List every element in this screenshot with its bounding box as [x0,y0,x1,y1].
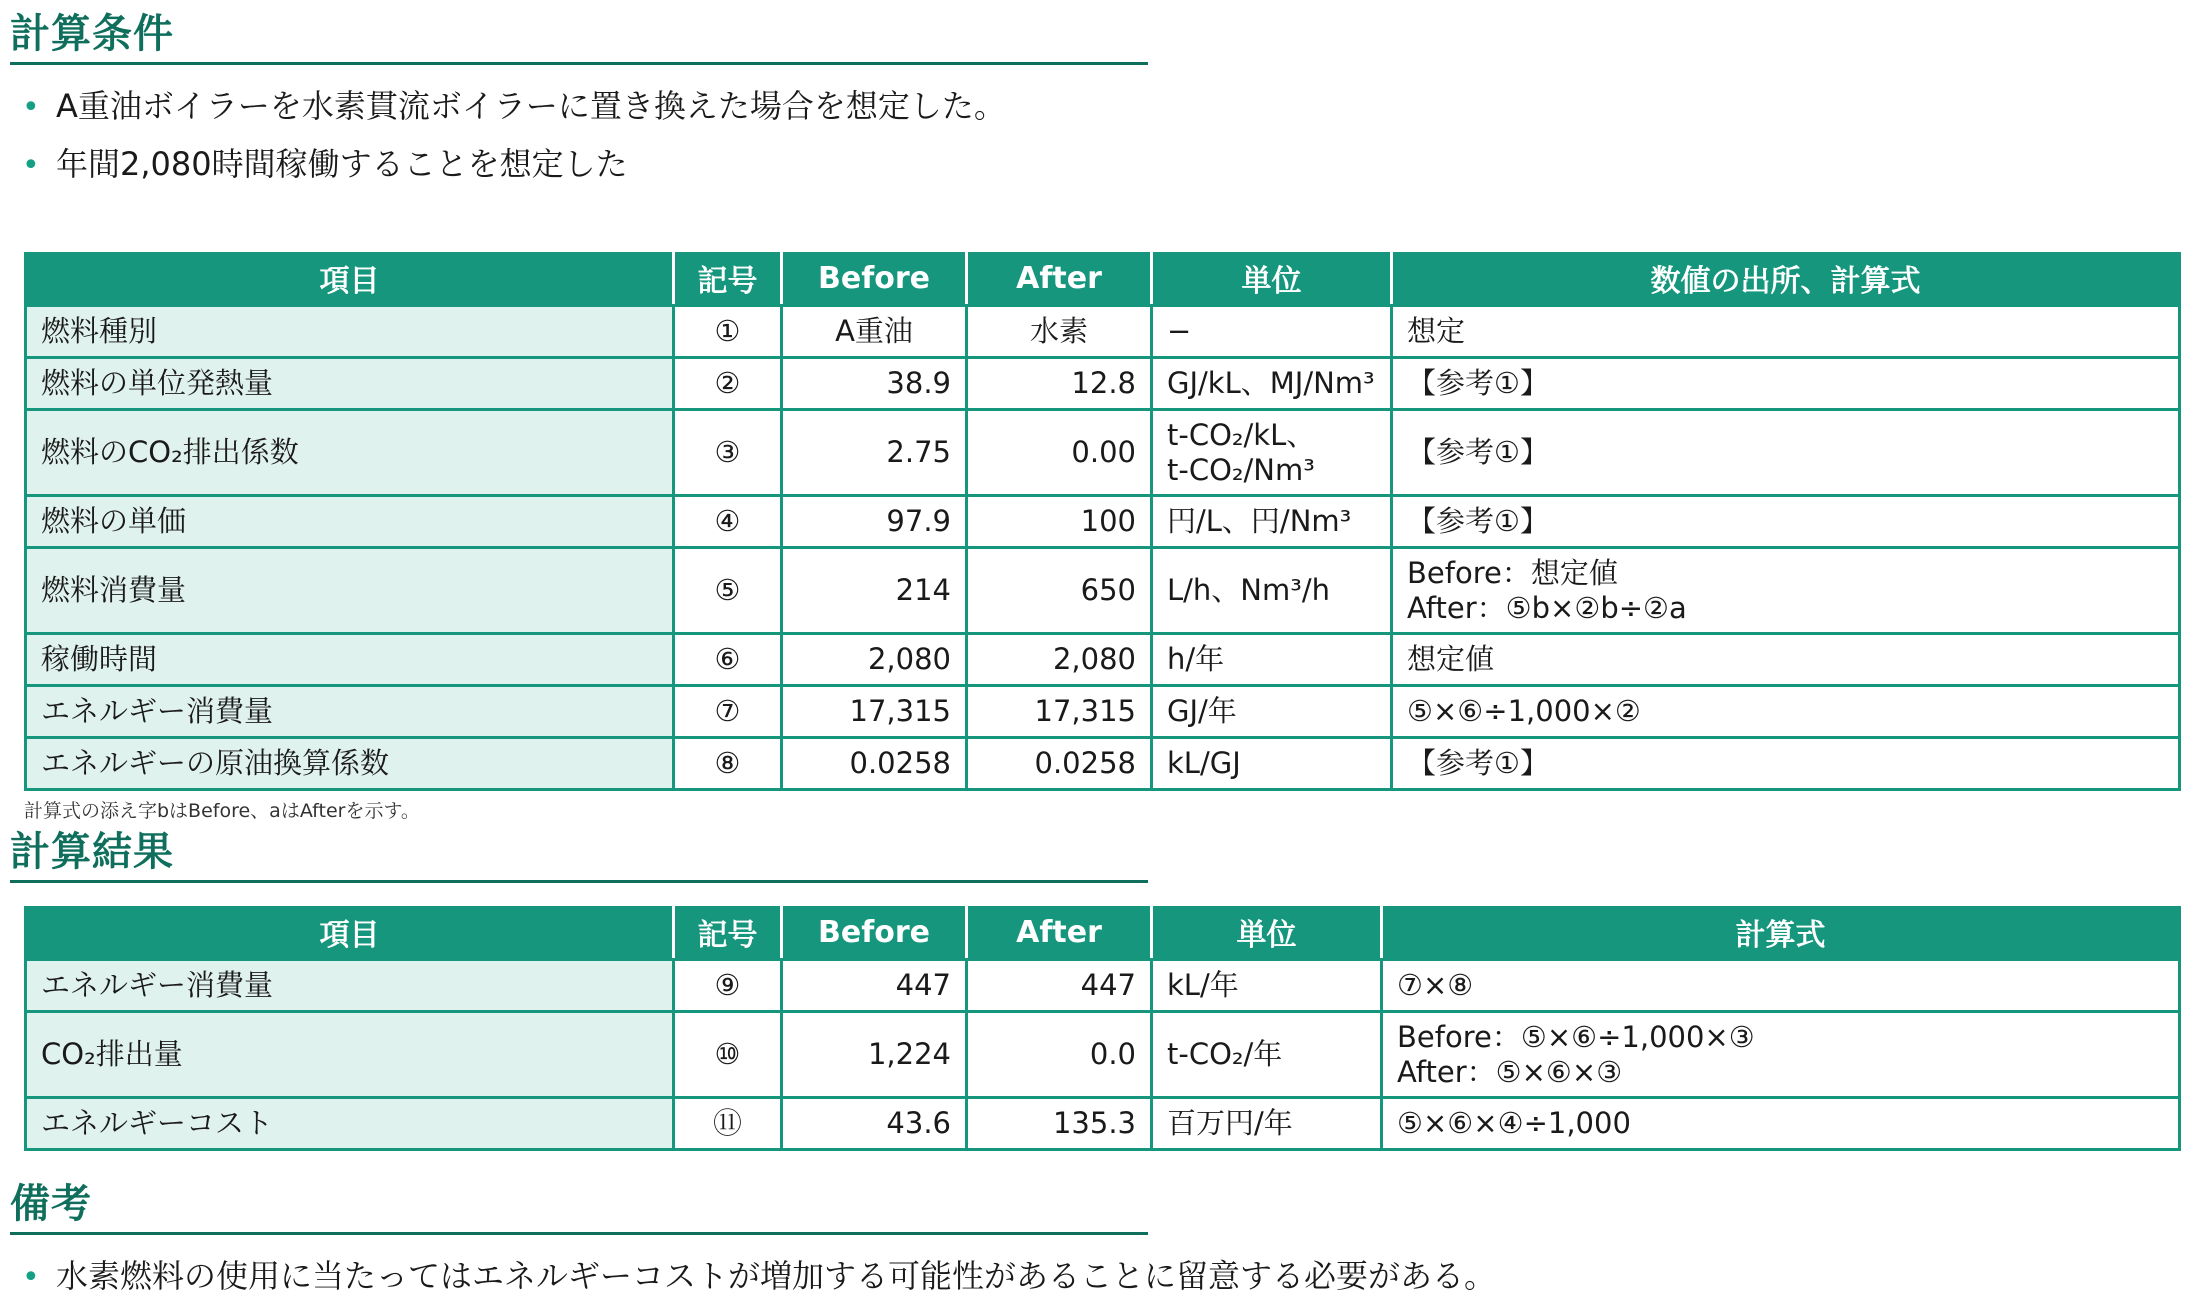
row-item-cell: エネルギー消費量 [26,686,674,738]
unit-line: GJ/年 [1167,694,1237,728]
conditions-heading: 計算条件 [10,14,1148,65]
row-unit-cell [1152,306,1392,358]
row-symbol-cell: ⑪ [674,1098,782,1150]
table-row [26,960,2180,1012]
header-symbol: 記号 [674,906,782,960]
row-symbol-cell: ⑨ [674,960,782,1012]
unit-line: kL/GJ [1167,746,1241,780]
unit-line: 円/L、円/Nm³ [1167,504,1352,538]
row-before-cell: 43.6 [782,1098,967,1150]
row-symbol-cell: ⑥ [674,634,782,686]
table-row [26,1098,2180,1150]
header-before: Before [782,906,967,960]
bullet-item: • A重油ボイラーを水素貫流ボイラーに置き換えた場合を想定した。 [22,78,1006,136]
source-line: After：⑤b×②b÷②a [1407,590,1687,625]
row-after-cell: 水素 [967,306,1152,358]
row-unit-cell [1152,1012,1382,1098]
row-source-cell [1392,496,2180,548]
source-line: 【参考①】 [1407,504,1549,538]
source-line: 【参考①】 [1407,366,1549,400]
header-item: 項目 [26,252,674,306]
row-unit-cell [1152,410,1392,496]
row-unit-cell [1152,686,1392,738]
table-row [26,1012,2180,1098]
header-unit: 単位 [1152,906,1382,960]
row-source-cell [1382,1012,2180,1098]
unit-line: L/h、Nm³/h [1167,573,1331,607]
row-item-cell: 燃料種別 [26,306,674,358]
row-before-cell: 97.9 [782,496,967,548]
unit-line: h/年 [1167,642,1225,676]
results-table [24,906,2181,1151]
row-source-cell [1392,634,2180,686]
row-before-cell: 2.75 [782,410,967,496]
source-line: ⑤×⑥÷1,000×② [1407,694,1641,728]
row-symbol-cell: ⑩ [674,1012,782,1098]
row-after-cell: 0.0 [967,1012,1152,1098]
row-source-cell [1382,1098,2180,1150]
row-after-cell: 650 [967,548,1152,634]
source-line: After：⑤×⑥×③ [1397,1054,1623,1089]
conditions-table [24,252,2181,791]
row-before-cell: 1,224 [782,1012,967,1098]
row-item-cell: CO₂排出量 [26,1012,674,1098]
row-after-cell: 447 [967,960,1152,1012]
row-source-cell [1392,410,2180,496]
row-source-cell [1382,960,2180,1012]
table-row [26,686,2180,738]
unit-line: t-CO₂/Nm³ [1167,452,1315,487]
results-heading: 計算結果 [10,832,1148,883]
row-item-cell: 稼働時間 [26,634,674,686]
row-after-cell: 12.8 [967,358,1152,410]
remarks-bullets [22,1248,1496,1306]
row-source-cell [1392,738,2180,790]
row-source-cell [1392,686,2180,738]
row-after-cell: 17,315 [967,686,1152,738]
row-item-cell: 燃料のCO₂排出係数 [26,410,674,496]
header-formula: 計算式 [1382,906,2180,960]
header-item: 項目 [26,906,674,960]
table-header-row [26,252,2180,306]
bullet-dot-icon: • [22,90,40,125]
table-row [26,634,2180,686]
row-before-cell: 17,315 [782,686,967,738]
source-line: Before：想定値 [1407,555,1618,590]
row-unit-cell [1152,634,1392,686]
header-after: After [967,252,1152,306]
row-source-cell [1392,306,2180,358]
row-before-cell: 447 [782,960,967,1012]
row-symbol-cell: ③ [674,410,782,496]
table-row [26,738,2180,790]
row-source-cell [1392,548,2180,634]
row-symbol-cell: ② [674,358,782,410]
table-row [26,358,2180,410]
row-unit-cell [1152,548,1392,634]
row-unit-cell [1152,358,1392,410]
source-line: 【参考①】 [1407,435,1549,469]
row-unit-cell [1152,1098,1382,1150]
table-footnote: 計算式の添え字bはBefore、aはAfterを示す。 [24,800,420,822]
remarks-heading: 備考 [10,1184,1148,1235]
conditions-bullets [22,78,1006,194]
row-after-cell: 100 [967,496,1152,548]
row-source-cell [1392,358,2180,410]
unit-line: 百万円/年 [1167,1106,1293,1140]
bullet-item: • 水素燃料の使用に当たってはエネルギーコストが増加する可能性があることに留意する必要がある。 [22,1248,1496,1306]
row-symbol-cell: ⑤ [674,548,782,634]
source-line: ⑤×⑥×④÷1,000 [1397,1106,1631,1140]
source-line: ⑦×⑧ [1397,968,1474,1002]
header-before: Before [782,252,967,306]
unit-line: − [1167,314,1192,348]
row-item-cell: エネルギーの原油換算係数 [26,738,674,790]
table-header-row [26,906,2180,960]
header-symbol: 記号 [674,252,782,306]
row-item-cell: エネルギー消費量 [26,960,674,1012]
row-symbol-cell: ① [674,306,782,358]
row-before-cell: 38.9 [782,358,967,410]
bullet-dot-icon: • [22,1260,40,1295]
source-line: 想定値 [1407,642,1495,676]
row-after-cell: 0.0258 [967,738,1152,790]
row-before-cell: 2,080 [782,634,967,686]
row-before-cell: 214 [782,548,967,634]
row-after-cell: 2,080 [967,634,1152,686]
source-line: 想定 [1407,314,1466,348]
row-unit-cell [1152,496,1392,548]
header-unit: 単位 [1152,252,1392,306]
row-item-cell: 燃料の単価 [26,496,674,548]
unit-line: t-CO₂/年 [1167,1037,1283,1071]
row-after-cell: 0.00 [967,410,1152,496]
row-before-cell: 0.0258 [782,738,967,790]
unit-line: GJ/kL、MJ/Nm³ [1167,366,1375,400]
row-item-cell: 燃料の単位発熱量 [26,358,674,410]
row-item-cell: 燃料消費量 [26,548,674,634]
source-line: Before：⑤×⑥÷1,000×③ [1397,1019,1755,1054]
header-source: 数値の出所、計算式 [1392,252,2180,306]
unit-line: t-CO₂/kL、 [1167,417,1316,452]
row-symbol-cell: ⑦ [674,686,782,738]
table-row [26,306,2180,358]
table-row [26,410,2180,496]
header-after: After [967,906,1152,960]
row-item-cell: エネルギーコスト [26,1098,674,1150]
row-symbol-cell: ⑧ [674,738,782,790]
row-unit-cell [1152,738,1392,790]
row-after-cell: 135.3 [967,1098,1152,1150]
row-unit-cell [1152,960,1382,1012]
bullet-item: • 年間2,080時間稼働することを想定した [22,136,1006,194]
row-before-cell: A重油 [782,306,967,358]
row-symbol-cell: ④ [674,496,782,548]
bullet-dot-icon: • [22,148,40,183]
unit-line: kL/年 [1167,968,1239,1002]
table-row [26,548,2180,634]
table-row [26,496,2180,548]
source-line: 【参考①】 [1407,746,1549,780]
